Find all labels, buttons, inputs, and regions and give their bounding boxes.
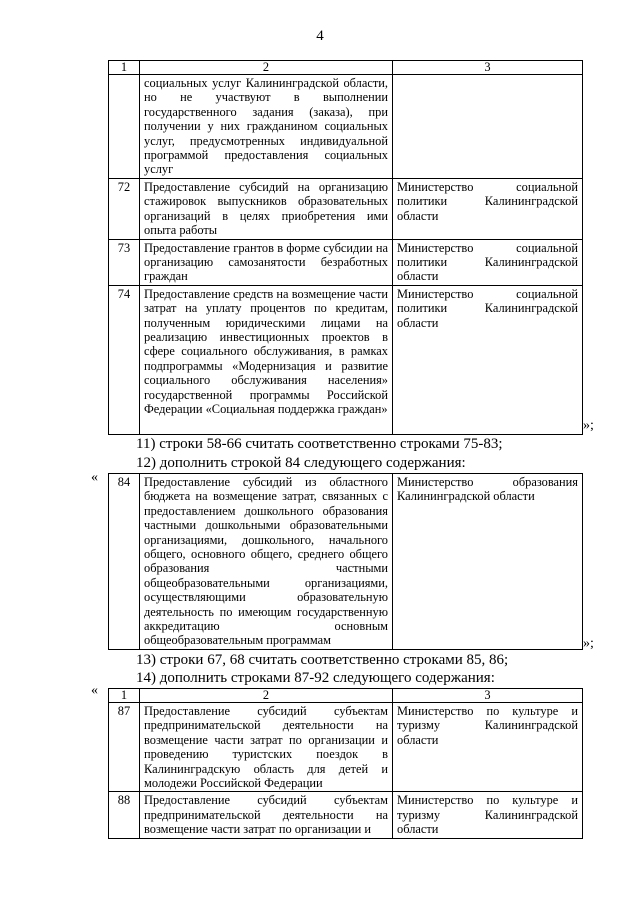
table-row: [109, 285, 583, 434]
opening-quote-mark: «: [91, 470, 98, 485]
table-row: [109, 792, 583, 838]
table-row: [109, 239, 583, 285]
table-row-84: [108, 473, 583, 650]
amendment-item-13: 13) строки 67, 68 считать соответственно строками 85, 86;: [136, 652, 509, 668]
row-number: 73: [109, 239, 140, 285]
table-header: [109, 689, 583, 703]
row-number: 84: [109, 474, 140, 650]
column-header: 2: [140, 61, 393, 75]
row-description: Предоставление субсидий субъектам предпринимательской деятельности на возмещение части затрат по организации и: [140, 792, 393, 838]
row-number: 88: [109, 792, 140, 838]
row-description: Предоставление средств на возмещение части затрат на уплату процентов по кредитам, полученным юридическими лицами на реализацию инвестиционных проектов в сфере социального обслуживания, в рамках подпрограммы «Модернизация и развитие социального обслуживания населения» государственной программы Российской Федерации «Социальная поддержка граждан»: [140, 285, 393, 434]
row-ministry: Министерство образования Калининградской области: [393, 474, 583, 650]
row-ministry: Министерство социальной политики Калининградской области: [393, 179, 583, 240]
row-number: 87: [109, 703, 140, 792]
closing-quote-mark: »;: [583, 418, 594, 433]
table-continuation: [108, 60, 583, 435]
column-header: 3: [393, 61, 583, 75]
amendment-item-14: 14) дополнить строками 87-92 следующего содержания:: [136, 670, 495, 686]
row-ministry: Министерство по культуре и туризму Калининградской области: [393, 703, 583, 792]
row-description: Предоставление субсидий из областного бюджета на возмещение затрат, связанных с предоставлением дошкольного образования частными дошкольными образовательными организациями, дошкольного, начального общего, основного общего, среднего общего образования частными общеобразовательными организациями, осуществляющими образовательную деятельность по имеющим государственную аккредитацию основным общеобразовательным программам: [140, 474, 393, 650]
column-header: 2: [140, 689, 393, 703]
row-number: [109, 75, 140, 179]
table-row: [109, 179, 583, 240]
row-description: социальных услуг Калининградской области, но не участвуют в выполнении государственного задания (заказа), при получении у них гражданином социальных услуг, предусмотренных индивидуальной программой предоставления социальных услуг: [140, 75, 393, 179]
column-header: 3: [393, 689, 583, 703]
row-ministry: Министерство социальной политики Калининградской области: [393, 239, 583, 285]
row-ministry: Министерство социальной политики Калининградской области: [393, 285, 583, 434]
closing-quote-mark: »;: [583, 636, 594, 651]
column-header: 1: [109, 689, 140, 703]
table-rows-87-92: [108, 688, 583, 839]
table-row: [109, 75, 583, 179]
table-row: [109, 474, 583, 650]
page-number: 4: [316, 28, 324, 44]
table-row: [109, 703, 583, 792]
amendment-item-12: 12) дополнить строкой 84 следующего содержания:: [136, 455, 466, 471]
row-description: Предоставление грантов в форме субсидии на организацию самозанятости безработных граждан: [140, 239, 393, 285]
table-header: [109, 61, 583, 75]
opening-quote-mark: «: [91, 683, 98, 698]
row-description: Предоставление субсидий на организацию стажировок выпускников образовательных организаций в целях приобретения ими опыта работы: [140, 179, 393, 240]
column-header: 1: [109, 61, 140, 75]
row-number: 74: [109, 285, 140, 434]
row-ministry: Министерство по культуре и туризму Калининградской области: [393, 792, 583, 838]
amendment-item-11: 11) строки 58-66 считать соответственно строками 75-83;: [136, 436, 503, 452]
row-ministry: [393, 75, 583, 179]
row-description: Предоставление субсидий субъектам предпринимательской деятельности на возмещение части затрат по организации и проведению туристских поездок в Калининградскую область для детей и молодежи Российской Федерации: [140, 703, 393, 792]
row-number: 72: [109, 179, 140, 240]
